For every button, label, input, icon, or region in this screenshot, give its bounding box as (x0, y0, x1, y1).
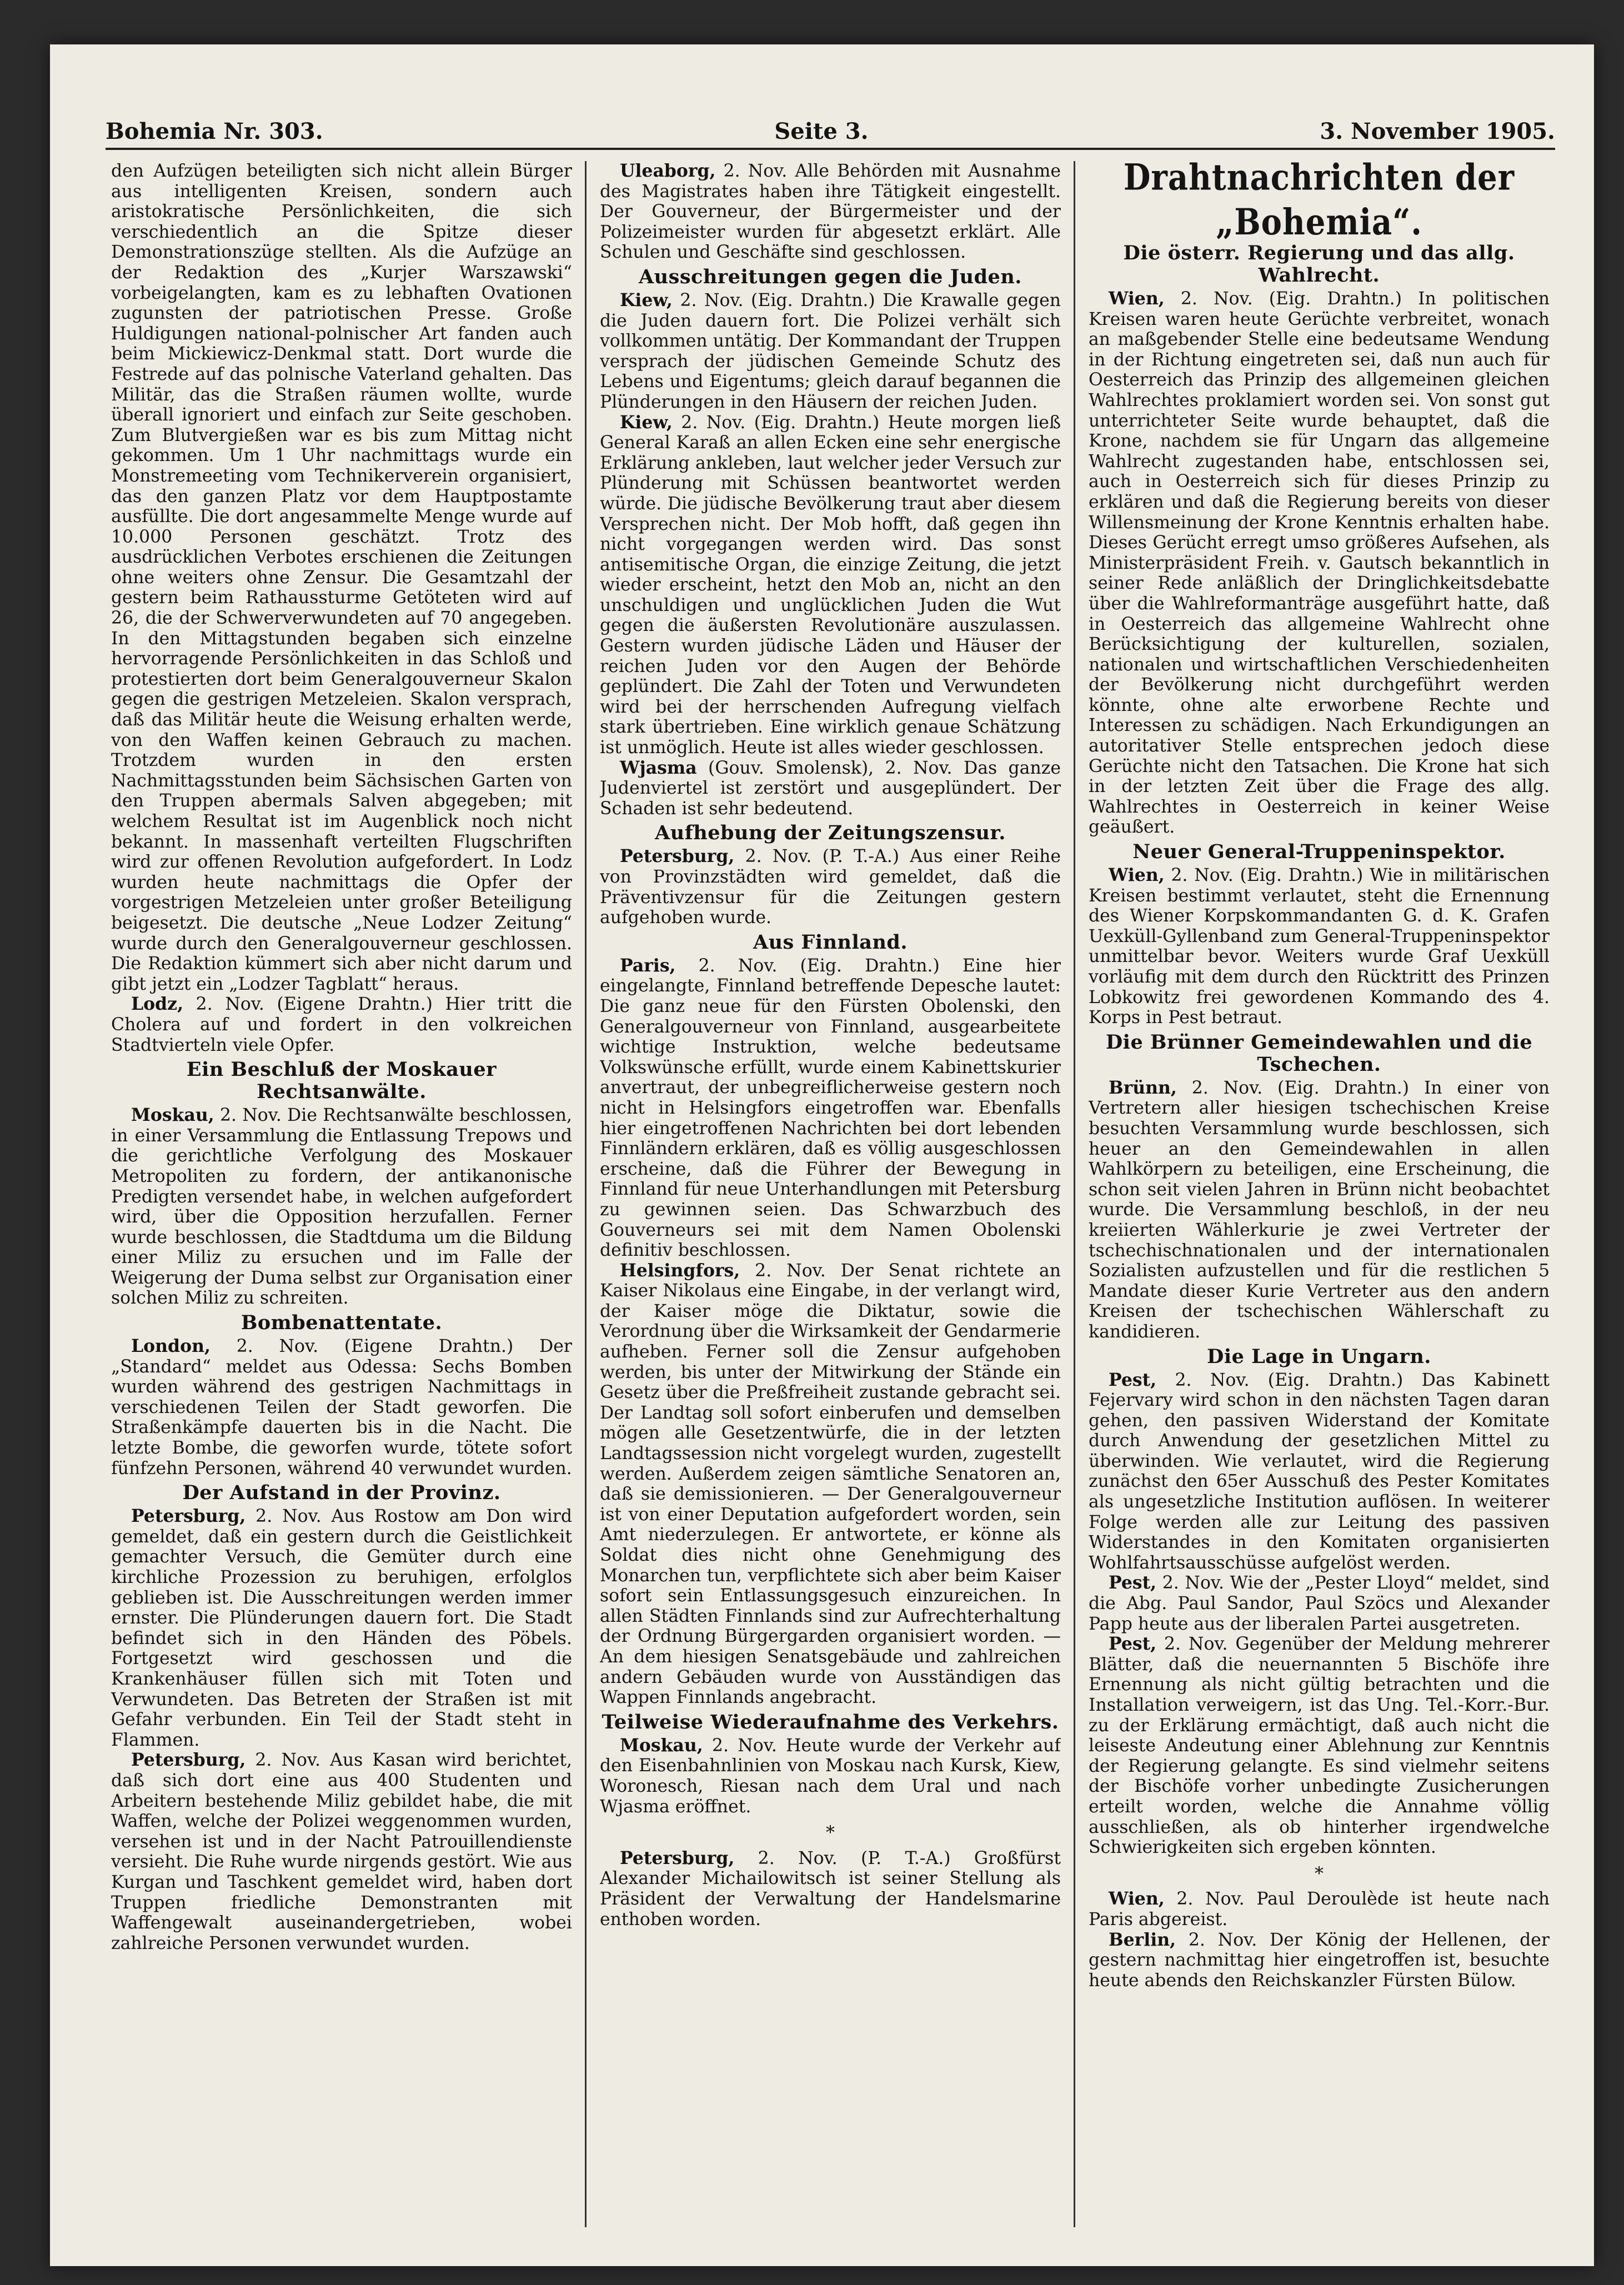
dateline-place: Kiew, (620, 289, 673, 310)
article-paragraph (111, 994, 572, 1055)
dateline-place: Moskau, (131, 1105, 214, 1126)
article-paragraph (1089, 1370, 1550, 1574)
paragraph-text: 2. Nov. (Eig. Drahtn.) Eine hier eingelangte, Finnland betreffende Depesche lautet: Die ganz neue für den Fürsten Obolenski, den Generalgouverneur von Finnland, ausgearbeitete wichtige Instruktion, welche bedeutsame Volkswünsche erfüllt, wurde einem Kabinettskurier anvertraut, der unbegreiflicherweise gestern noch nicht in Helsingfors eingetroffen war. Ebenfalls hier eingetroffenen Nachrichten bei dort lebenden Finnländern erklären, daß es völlig ausgeschlossen erscheine, daß die Führer der Bewegung in Finnland für neue Unterhandlungen mit Petersburg zu gewinnen seien. Das Schwarzbuch des Gouverneurs sei mit dem Namen Obolenski definitiv beschlossen. (600, 955, 1061, 1261)
article-headline: Die Brünner Gemeindewahlen und die Tschechen. (1105, 1030, 1533, 1076)
article-paragraph (600, 1736, 1061, 1817)
article-paragraph (111, 1750, 572, 1953)
paragraph-text: 2. Nov. Aus Rostow am Don wird gemeldet, daß ein gestern durch die Geistlichkeit gemachter Versuch, die Gemüter durch eine kirchliche Prozession zu beruhigen, erfolglos geblieben ist. Die Ausschreitungen werden immer ernster. Die Plünderungen dauern fort. Die Stadt befindet sich in den Händen des Pöbels. Fortgesetzt wird geschossen und die Krankenhäuser füllen sich mit Toten und Verwundeten. Das Betreten der Straßen ist mit Gefahr verbunden. Ein Teil der Stadt steht in Flammen. (111, 1506, 572, 1750)
paragraph-text: 2. Nov. (Eigene Drahtn.) Der „Standard“ meldet aus Odessa: Sechs Bomben wurden während des gestrigen Nachmittags in verschiedenen Teilen der Stadt geworfen. Die Straßenkämpfe dauerten bis in die Nacht. Die letzte Bombe, die geworfen wurde, tötete sofort fünfzehn Personen, während 40 verwundet wurden. (111, 1336, 572, 1479)
article-paragraph (600, 161, 1061, 263)
article-paragraph (600, 758, 1061, 819)
dateline-place: Wjasma (620, 757, 697, 778)
dateline-place: Petersburg, (131, 1506, 246, 1527)
paragraph-text: 2. Nov. Paul Deroulède ist heute nach Paris abgereist. (1089, 1889, 1550, 1930)
dateline-place: Wien, (1109, 1888, 1165, 1910)
article-paragraph (111, 1105, 572, 1309)
article-paragraph (111, 1506, 572, 1750)
paragraph-text: 2. Nov. (P. T.-A.) Großfürst Alexander Michailowitsch ist seiner Stellung als Präsident der Verwaltung der Handelsmarine enthoben worden. (600, 1848, 1061, 1930)
article-headline: Aus Finnland. (753, 930, 908, 954)
article-paragraph (1089, 1078, 1550, 1342)
article-paragraph (1089, 1930, 1550, 1991)
article-paragraph (600, 846, 1061, 928)
header-rule (106, 148, 1555, 150)
header-paper-number: Bohemia Nr. 303. (106, 118, 323, 144)
article-headline: Teilweise Wiederaufnahme des Verkehrs. (602, 1710, 1059, 1733)
column-divider-1 (585, 161, 587, 2227)
article-headline: Der Aufstand in der Provinz. (182, 1481, 501, 1505)
dateline-place: Wien, (1109, 865, 1165, 886)
paragraph-text: 2. Nov. (Eig. Drahtn.) Wie in militärischen Kreisen bestimmt verlautet, steht die Ernennung des Wiener Korpskommandanten G. d. K. Grafen Uexküll-Gyllenband zum General-Truppeninspektor unmittelbar bevor. Weiters wurde Graf Uexküll vorläufig mit dem durch den Rücktritt des Prinzen Lobkowitz frei gewordenen Kommando des 4. Korps in Pest betraut. (1089, 865, 1550, 1028)
article-headline: Bombenattentate. (240, 1311, 443, 1335)
dateline-place: Pest, (1109, 1572, 1157, 1594)
paragraph-text: den Aufzügen beteiligten sich nicht allein Bürger aus intelligenten Kreisen, sondern auch aristokratische Persönlichkeiten, die sich verschiedentlich an die Spitze dieser Demonstrationszüge stellten. Als die Aufzüge an der Redaktion des „Kurjer Warszawski“ vorbeigelangten, kam es zu lebhaften Ovationen zugunsten der patriotischen Presse. Große Huldigungen national-polnischer Art fanden auch beim Mickiewicz-Denkmal statt. Dort wurde die Festrede auf das polnische Vaterland gehalten. Das Militär, das die Straßen räumen wollte, wurde überall ignoriert und einfach zur Seite geschoben. Zum Blutvergießen war es bis zum Mittag nicht gekommen. Um 1 Uhr nachmittags wurde ein Monstremeeting vom Technikerverein organisiert, das den ganzen Platz vor dem Hauptpostamte ausfüllte. Die dort angesammelte Menge wurde auf 10.000 Personen geschätzt. Trotz des ausdrücklichen Verbotes erschienen die Zeitungen ohne weiters ohne Zensur. Die Gesamtzahl der gestern beim Rathaussturme Getöteten wird auf 26, die der Schwerverwundeten auf 70 angegeben. In den Mittagstunden begaben sich einzelne hervorragende Persönlichkeiten in das Schloß und protestierten dort beim Generalgouverneur Skalon gegen die gestrigen Metzeleien. Skalon versprach, daß das Militär heute die Weisung erhalten werde, von den Waffen keinen Gebrauch zu machen. Trotzdem wurden in den ersten Nachmittagsstunden beim Sächsischen Garten von den Truppen abermals Salven abgegeben; mit welchem Resultat ist im Augenblick noch nicht bekannt. In massenhaft verteilten Flugschriften wird zur offenen Revolution aufgefordert. In Lodz wurden heute nachmittags die Opfer der vorgestrigen Metzeleien unter großer Beteiligung beigesetzt. Die deutsche „Neue Lodzer Zeitung“ wurde durch den Generalgouverneur geschlossen. Die Redaktion kümmert sich aber nicht darum und gibt jetzt ein „Lodzer Tagblatt“ heraus. (111, 161, 572, 994)
article-paragraph (600, 413, 1061, 758)
paragraph-text: 2. Nov. Wie der „Pester Lloyd“ meldet, sind die Abg. Paul Sandor, Paul Szöcs und Alexander Papp heute aus der liberalen Partei ausgetreten. (1089, 1573, 1550, 1634)
section-separator: * (826, 1822, 835, 1843)
paragraph-text: 2. Nov. (Eig. Drahtn.) In politischen Kreisen waren heute Gerüchte verbreitet, wonach an maßgebender Stelle eine bedeutsame Wendung in der Richtung eingetreten sei, daß nun auch für Oesterreich das Prinzip des allgemeinen gleichen Wahlrechtes proklamiert worden sei. Von sonst gut unterrichteter Seite wurde behauptet, daß die Krone, nachdem sie für Ungarn das allgemeine Wahlrecht zugestanden habe, entschlossen sei, auch in Oesterreich sich für dieses Prinzip zu erklären und daß die Regierung bereits von dieser Willensmeinung der Krone Kenntnis erhalten habe. Dieses Gerücht erregt umso größeres Aufsehen, als Ministerpräsident Freih. v. Gautsch bekanntlich in seiner Rede anläßlich der Dringlichkeitsdebatte über die Wahlreformanträge ausgeführt hatte, daß in Oesterreich das allgemeine Wahlrecht ohne Berücksichtigung der kulturellen, sozialen, nationalen und wirtschaftlichen Verschiedenheiten der Bevölkerung nicht durchgeführt werden könnte, ohne alte erworbene Rechte und Interessen zu schädigen. Nach Erkundigungen an autoritativer Stelle entsprechen jedoch diese Gerüchte nicht den Tatsachen. Die Krone hat sich in der letzten Zeit über die Frage des allg. Wahlrechtes in Oesterreich in keiner Weise geäußert. (1089, 289, 1550, 838)
paragraph-text: 2. Nov. Der Senat richtete an Kaiser Nikolaus eine Eingabe, in der verlangt wird, der Kaiser möge die Diktatur, sowie die Verordnung über die Wirksamkeit der Gendarmerie aufheben. Ferner soll die Zensur aufgehoben werden, bis unter der Mitwirkung der Stände ein Gesetz über die Preßfreiheit zustande gebracht sei. Der Landtag soll sofort einberufen und demselben mögen alle Gesetzentwürfe, die in der letzten Landtagssession nicht vorgelegt wurden, zugestellt werden. Außerdem zeigen sämtliche Senatoren an, daß sie demissionieren. — Der Generalgouverneur ist von einer Deputation aufgefordert worden, sein Amt niederzulegen. Er antwortete, er könne als Soldat dies nicht ohne Genehmigung des Monarchen tun, verpflichtete sich aber beim Kaiser sofort sein Entlassungsgesuch einzureichen. In allen Städten Finnlands sind zur Aufrechterhaltung der Ordnung Bürgergarden organisiert worden. — An dem hiesigen Senatsgebäude und zahlreichen andern Gebäuden wurde von Ausständigen das Wappen Finnlands angebracht. (600, 1260, 1061, 1708)
article-headline: Neuer General-Truppeninspektor. (1132, 840, 1506, 864)
paragraph-text: 2. Nov. (Eig. Drahtn.) Das Kabinett Fejervary wird schon in den nächsten Tagen daran gehen, den passiven Widerstand der Komitate durch Anwendung der gesetzlichen Mittel zu überwinden. Wie verlautet, wird die Regierung zunächst den 65er Ausschuß des Pester Komitates als ungesetzliche Institution auflösen. In weiterer Folge werden alle zur Leitung des passiven Widerstandes in den Komitaten organisierten Wohlfahrtsausschüsse aufgelöst werden. (1089, 1370, 1550, 1573)
dateline-place: Lodz, (131, 994, 184, 1015)
dateline-place: Berlin, (1109, 1929, 1176, 1950)
article-paragraph (1089, 1889, 1550, 1930)
article-headline: Die österr. Regierung und das allg. Wahlrecht. (1123, 242, 1515, 287)
dateline-place: London, (131, 1336, 210, 1357)
article-headline: Ausschreitungen gegen die Juden. (639, 265, 1022, 288)
masthead-title: Drahtnachrichten der „Bohemia“. (1123, 161, 1515, 244)
article-paragraph (111, 1336, 572, 1479)
article-paragraph (600, 1261, 1061, 1708)
article-headline: Ein Beschluß der Moskauer Rechtsanwälte. (186, 1058, 497, 1104)
dateline-place: Pest, (1109, 1633, 1157, 1655)
dateline-place: Petersburg, (620, 846, 735, 867)
paragraph-text: 2. Nov. (P. T.-A.) Aus einer Reihe von Provinzstädten wird gemeldet, daß die Präventivzensur für die Zeitungen gestern aufgehoben wurde. (600, 846, 1061, 928)
paragraph-text: 2. Nov. (Eigene Drahtn.) Hier tritt die Cholera auf und fordert in den volkreichen Stadtvierteln viele Opfer. (111, 994, 572, 1055)
column-2 (600, 161, 1061, 2227)
newspaper-page (50, 44, 1594, 2266)
paragraph-text: 2. Nov. Aus Kasan wird berichtet, daß sich dort eine aus 400 Studenten und Arbeitern bestehende Miliz gebildet habe, die mit Waffen, welche der Polizei weggenommen wurden, versehen ist und in der Nacht Patrouillendienste versieht. Die Ruhe wurde nirgends gestört. Wie aus Kurgan und Taschkent gemeldet wird, haben dort Truppen friedliche Demonstranten mit Waffengewalt auseinandergetrieben, wobei zahlreiche Personen verwundet wurden. (111, 1750, 572, 1953)
column-1 (111, 161, 572, 2227)
dateline-place: Petersburg, (131, 1750, 246, 1771)
paragraph-text: 2. Nov. (Eig. Drahtn.) In einer von Vertretern aller hiesigen tschechischen Kreise besuchten Versammlung wurde beschlossen, sich heuer an den Gemeindewahlen in allen Wahlkörpern zu beteiligen, eine Erscheinung, die schon seit vielen Jahren in Brünn nicht beobachtet wurde. Die Versammlung beschloß, in der neu kreiierten Wählerkurie je zwei Vertreter der tschechischnationalen und der internationalen Sozialisten aufzustellen und für die restlichen 5 Mandate dieser Kurie Vertreter aus den andern Kreisen der tschechischen Wählerschaft zu kandidieren. (1089, 1078, 1550, 1342)
article-paragraph (1089, 289, 1550, 838)
paragraph-text: 2. Nov. Alle Behörden mit Ausnahme des Magistrates haben ihre Tätigkeit eingestellt. Der Gouverneur, der Bürgermeister und der Polizeimeister wurden für abgesetzt erklärt. Alle Schulen und Geschäfte sind geschlossen. (600, 161, 1061, 263)
dateline-place: Moskau, (620, 1735, 703, 1756)
dateline-place: Brünn, (1109, 1077, 1177, 1098)
dateline-place: Pest, (1109, 1369, 1157, 1390)
dateline-place: Helsingfors, (620, 1260, 740, 1281)
paragraph-text: 2. Nov. (Eig. Drahtn.) Die Krawalle gegen die Juden dauern fort. Die Polizei verhält sich vollkommen untätig. Der Kommandant der Truppen versprach der jüdischen Gemeinde Schutz des Lebens und Eigentums; gleich darauf begannen die Plünderungen in den Häusern der reichen Juden. (600, 290, 1061, 412)
column-3 (1089, 161, 1550, 2227)
dateline-place: Uleaborg, (620, 161, 716, 181)
article-paragraph (1089, 865, 1550, 1028)
dateline-place: Paris, (620, 955, 676, 976)
paragraph-text: 2. Nov. Gegenüber der Meldung mehrerer Blätter, daß die neuernannten 5 Bischöfe ihre Ernennung als nicht gültig betrachten und die Installation verweigern, ist das Ung. Tel.-Korr.-Bur. zu der Erklärung ermächtigt, daß auch nicht die leiseste Andeutung einer Ablehnung zur Kenntnis der Regierung gelangte. Es sind vielmehr seitens der Bischöfe vorher unbedingte Zusicherungen erteilt worden, welche die Annahme völlig ausschließen, als ob hinterher irgendwelche Schwierigkeiten sich ergeben könnten. (1089, 1634, 1550, 1858)
article-paragraph (600, 956, 1061, 1261)
article-headline: Die Lage in Ungarn. (1207, 1345, 1431, 1368)
article-paragraph (1089, 1573, 1550, 1634)
paragraph-text: 2. Nov. Die Rechtsanwälte beschlossen, in einer Versammlung die Entlassung Trepows und die gerichtliche Verfolgung des Moskauer Metropoliten zu fordern, der antikanonische Predigten versendet habe, in welchen aufgefordert wird, über die Opposition herzufallen. Ferner wurde beschlossen, die Stadtduma um die Bildung einer Miliz zu ersuchen und im Falle der Weigerung der Duma selbst zur Organisation einer solchen Miliz zu schreiten. (111, 1105, 572, 1309)
article-paragraph (600, 290, 1061, 413)
paragraph-text: 2. Nov. (Eig. Drahtn.) Heute morgen ließ General Karaß an allen Ecken eine sehr energische Erklärung ankleben, laut welcher jeder Versuch zur Plünderung mit Schüssen beantwortet werden würde. Die jüdische Bevölkerung traut aber diesem Versprechen nicht. Der Mob hofft, daß gegen ihn nicht vorgegangen werden wird. Das sonst antisemitische Organ, die einzige Zeitung, die jetzt wieder erscheint, hetzt den Mob an, nicht an den unschuldigen und unglücklichen Juden die Wut gegen die äußersten Revolutionäre auszulassen. Gestern wurden jüdische Läden und Häuser der reichen Juden vor den Augen der Behörde geplündert. Die Zahl der Toten und Verwundeten wird bei der herrschenden Aufregung vielfach stark übertrieben. Eine wirklich genaue Schätzung ist unmöglich. Heute ist alles wieder geschlossen. (600, 412, 1061, 758)
article-paragraph (111, 161, 572, 994)
paragraph-text: 2. Nov. Heute wurde der Verkehr auf den Eisenbahnlinien von Moskau nach Kursk, Kiew, Woronesch, Riesan nach dem Ural und nach Wjasma eröffnet. (600, 1735, 1061, 1817)
dateline-place: Kiew, (620, 412, 673, 433)
paragraph-text: 2. Nov. Der König der Hellenen, der gestern nachmittag hier eingetroffen ist, besuchte heute abends den Reichskanzler Fürsten Bülow. (1089, 1930, 1550, 1991)
header-page-number: Seite 3. (774, 118, 869, 144)
header-date: 3. November 1905. (1320, 118, 1555, 144)
column-divider-2 (1074, 161, 1075, 2227)
dateline-place: Petersburg, (620, 1847, 735, 1868)
article-headline: Aufhebung der Zeitungszensur. (655, 821, 1006, 845)
dateline-place: Wien, (1109, 288, 1165, 309)
paragraph-text: (Gouv. Smolensk), 2. Nov. Das ganze Judenviertel ist zerstört und ausgeplündert. Der Schaden ist sehr bedeutend. (600, 758, 1061, 819)
page-header (106, 106, 1555, 144)
article-paragraph (600, 1848, 1061, 1930)
article-paragraph (1089, 1634, 1550, 1858)
section-separator: * (1315, 1862, 1324, 1884)
